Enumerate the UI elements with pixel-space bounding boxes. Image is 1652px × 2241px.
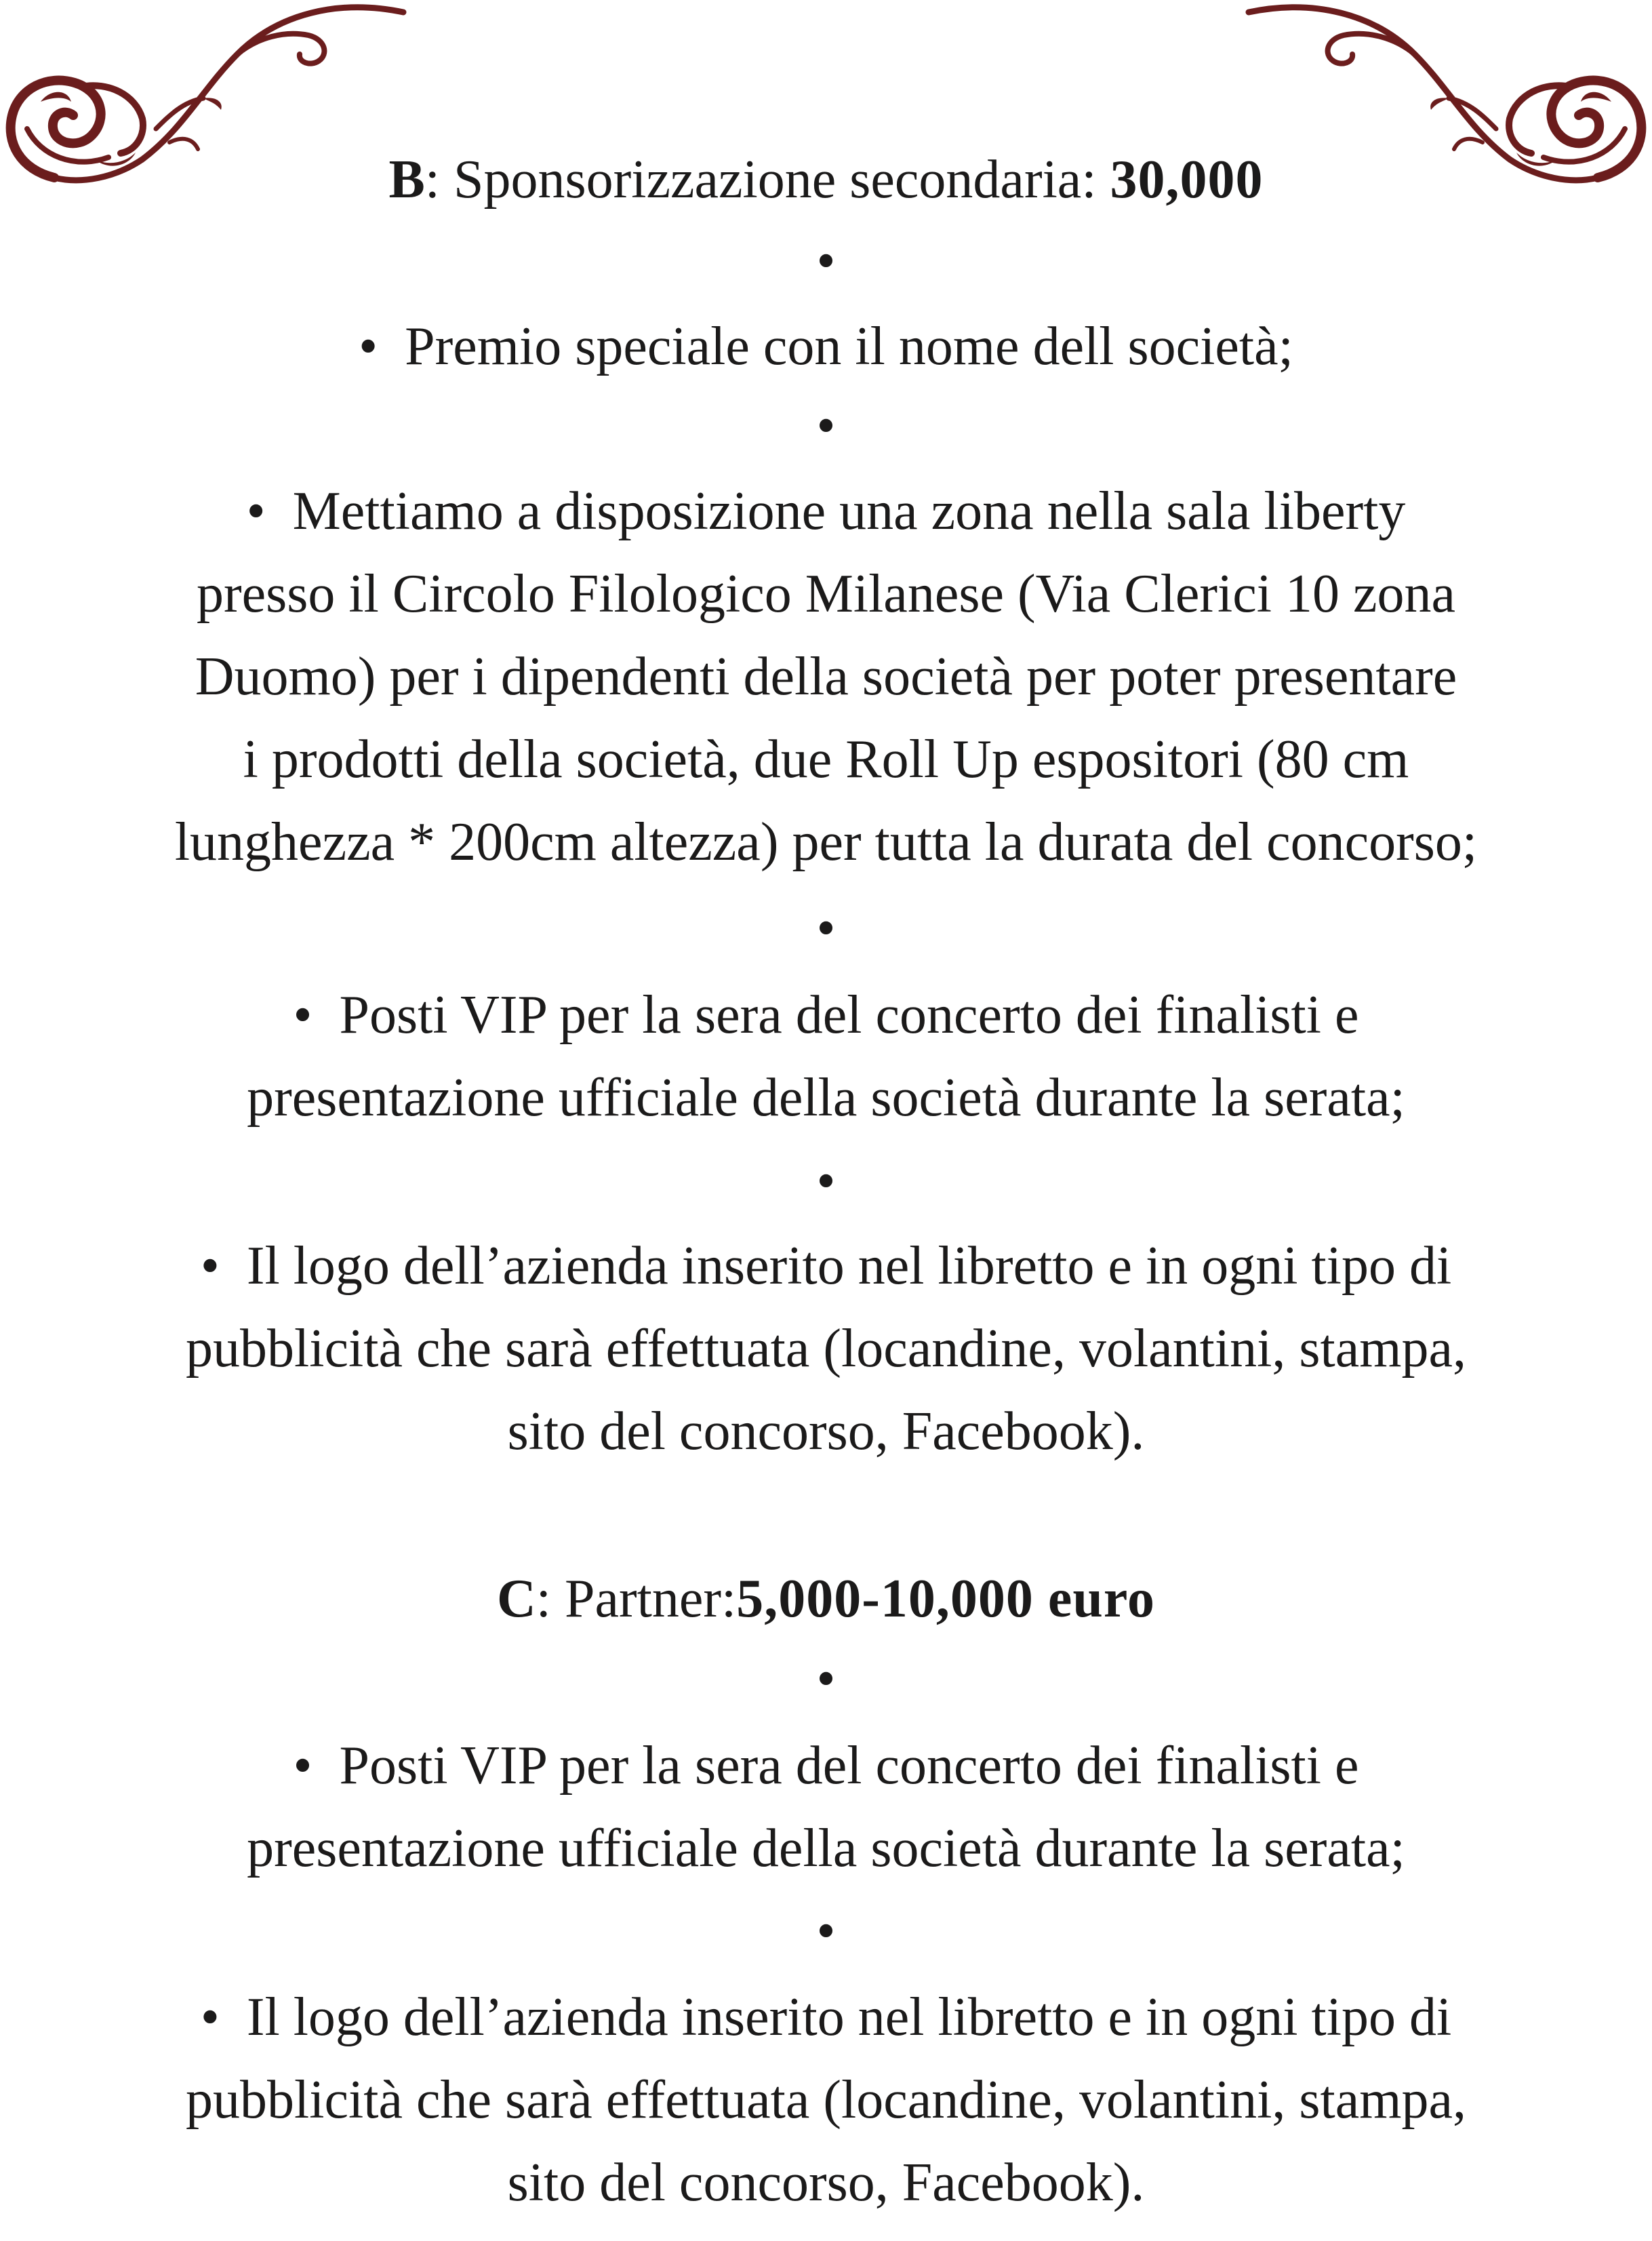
list-item (0, 470, 1652, 553)
section-b-heading (0, 138, 1652, 221)
list-item-line: i prodotti della società, due Roll Up espositori (80 cm (243, 730, 1409, 789)
list-item-text: Posti VIP per la sera del concerto dei finalisti e (339, 985, 1359, 1045)
list-item-line: presso il Circolo Filologico Milanese (Via Clerici 10 zona (196, 564, 1456, 624)
bullet-separator: • (816, 1151, 836, 1211)
list-item-line: lunghezza * 200cm altezza) per tutta la durata del concorso; (174, 812, 1478, 872)
bullet-icon: • (359, 317, 378, 376)
list-item-text: Premio speciale con il nome dell società; (405, 317, 1293, 376)
section-c-letter: C (497, 1569, 536, 1629)
bullet-icon: • (293, 1736, 313, 1796)
list-item (0, 1976, 1652, 2059)
section-c-amount: 5,000-10,000 euro (736, 1569, 1155, 1629)
list-item-text: Il logo dell’azienda inserito nel libretto e in ogni tipo di (246, 1236, 1452, 1296)
list-item (0, 974, 1652, 1056)
section-b-letter: B (388, 150, 425, 210)
list-item-line: pubblicità che sarà effettuata (locandine, volantini, stampa, (186, 2070, 1466, 2130)
list-item-line: sito del concorso, Facebook). (507, 1402, 1145, 1461)
list-item-line: pubblicità che sarà effettuata (locandine, volantini, stampa, (186, 1319, 1466, 1379)
section-c-label: : Partner: (536, 1569, 737, 1629)
bullet-separator: • (816, 1649, 836, 1709)
list-item-text: Mettiamo a disposizione una zona nella sala liberty (292, 481, 1406, 541)
bullet-icon: • (200, 1236, 220, 1296)
list-item-text: Il logo dell’azienda inserito nel libretto e in ogni tipo di (246, 1987, 1452, 2047)
bullet-separator: • (816, 231, 836, 291)
list-item-line: presentazione ufficiale della società durante la serata; (247, 1819, 1405, 1878)
bullet-icon: • (246, 481, 266, 541)
list-item-line: presentazione ufficiale della società durante la serata; (247, 1068, 1405, 1128)
section-b-amount: 30,000 (1110, 150, 1264, 210)
bullet-icon: • (200, 1987, 220, 2047)
list-item (0, 1225, 1652, 1307)
section-b-label: : Sponsorizzazione secondaria: (424, 150, 1110, 210)
bullet-icon: • (293, 985, 313, 1045)
list-item-line: sito del concorso, Facebook). (507, 2153, 1145, 2213)
list-item (0, 1724, 1652, 1807)
list-item (0, 305, 1652, 388)
section-c-heading (0, 1558, 1652, 1640)
list-item-text: Posti VIP per la sera del concerto dei finalisti e (339, 1736, 1359, 1796)
bullet-separator: • (816, 1901, 836, 1961)
list-item-line: Duomo) per i dipendenti della società per poter presentare (195, 647, 1457, 707)
bullet-separator: • (816, 396, 836, 456)
bullet-separator: • (816, 898, 836, 958)
